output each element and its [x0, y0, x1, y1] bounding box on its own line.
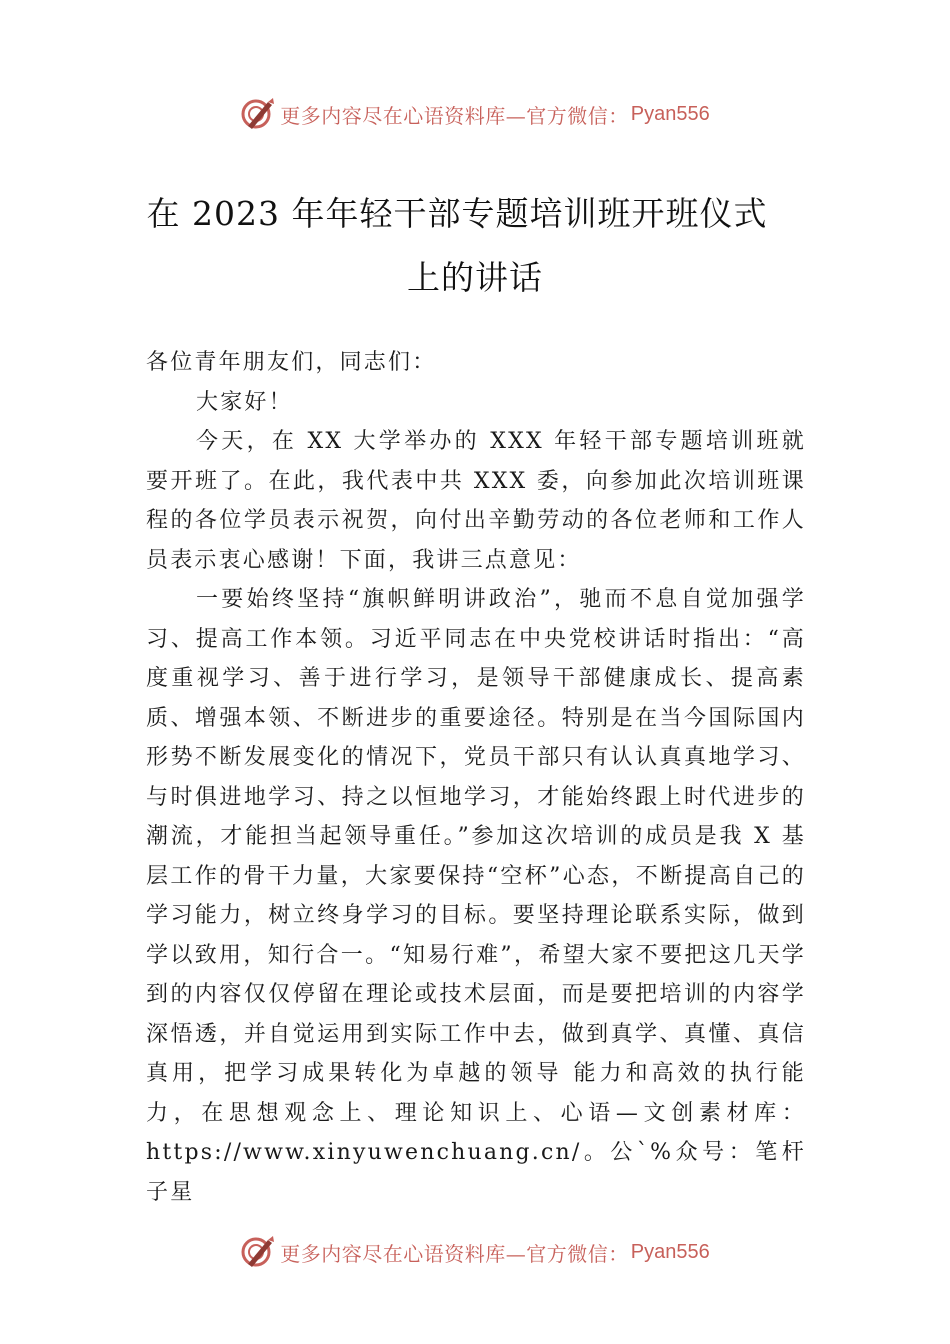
pen-logo-icon — [240, 1234, 276, 1270]
footer-watermark-banner — [0, 1230, 950, 1274]
wechat-id: Pyan556 — [630, 102, 710, 125]
pen-logo-icon — [240, 96, 276, 132]
paragraph-2: 一要始终坚持“旗帜鲜明讲政治”，驰而不息自觉加强学习、提高工作本领。习近平同志在中央党校讲话时指出：“高度重视学习、善于进行学习，是领导干部健康成长、提高素质、增强本领、不断进步的重要途径。特别是在当今国际国内形势不断发展变化的情况下，党员干部只有认认真真地学习、与时俱进地学习、持之以恒地学习，才能始终跟上时代进步的潮流，才能担当起领导重任。”参加这次培训的成员是我 X 基层工作的骨干力量，大家要保持“空杯”心态，不断提高自己的学习能力，树立终身学习的目标。要坚持理论联系实际，做到学以致用，知行合一。“知易行难”，希望大家不要把这几天学到的内容仅仅停留在理论或技术层面，而是要把培训的内容学深悟透，并自觉运用到实际工作中去，做到真学、真懂、真信真用，把学习成果转化为卓越的领导 能力和高效的执行能力，在思想观念上、理论知识上、心语—文创素材库：https://www.xinyuwenchuang.cn/。公`%众号：笔杆子星 — [146, 587, 806, 1205]
doc-title-line2: 上的讲话 — [407, 258, 543, 297]
banner-text: 更多内容尽在心语资料库—官方微信： — [280, 1241, 629, 1266]
paragraph-1: 今天，在 XX 大学举办的 XXX 年轻干部专题培训班就要开班了。在此，我代表中共 XXX 委，向参加此次培训班课程的各位学员表示祝贺，向付出辛勤劳动的各位老师和工作人员表示衷心感谢！下面，我讲三点意见： — [146, 429, 806, 573]
greeting: 大家好！ — [196, 389, 293, 415]
header-watermark-banner — [0, 92, 950, 136]
doc-title-line1: 在 2023 年年轻干部专题培训班开班仪式 — [146, 194, 768, 233]
banner-text: 更多内容尽在心语资料库—官方微信： — [280, 103, 629, 128]
doc-body — [146, 343, 806, 1212]
salutation: 各位青年朋友们，同志们： — [146, 350, 437, 375]
wechat-id: Pyan556 — [630, 1240, 710, 1263]
